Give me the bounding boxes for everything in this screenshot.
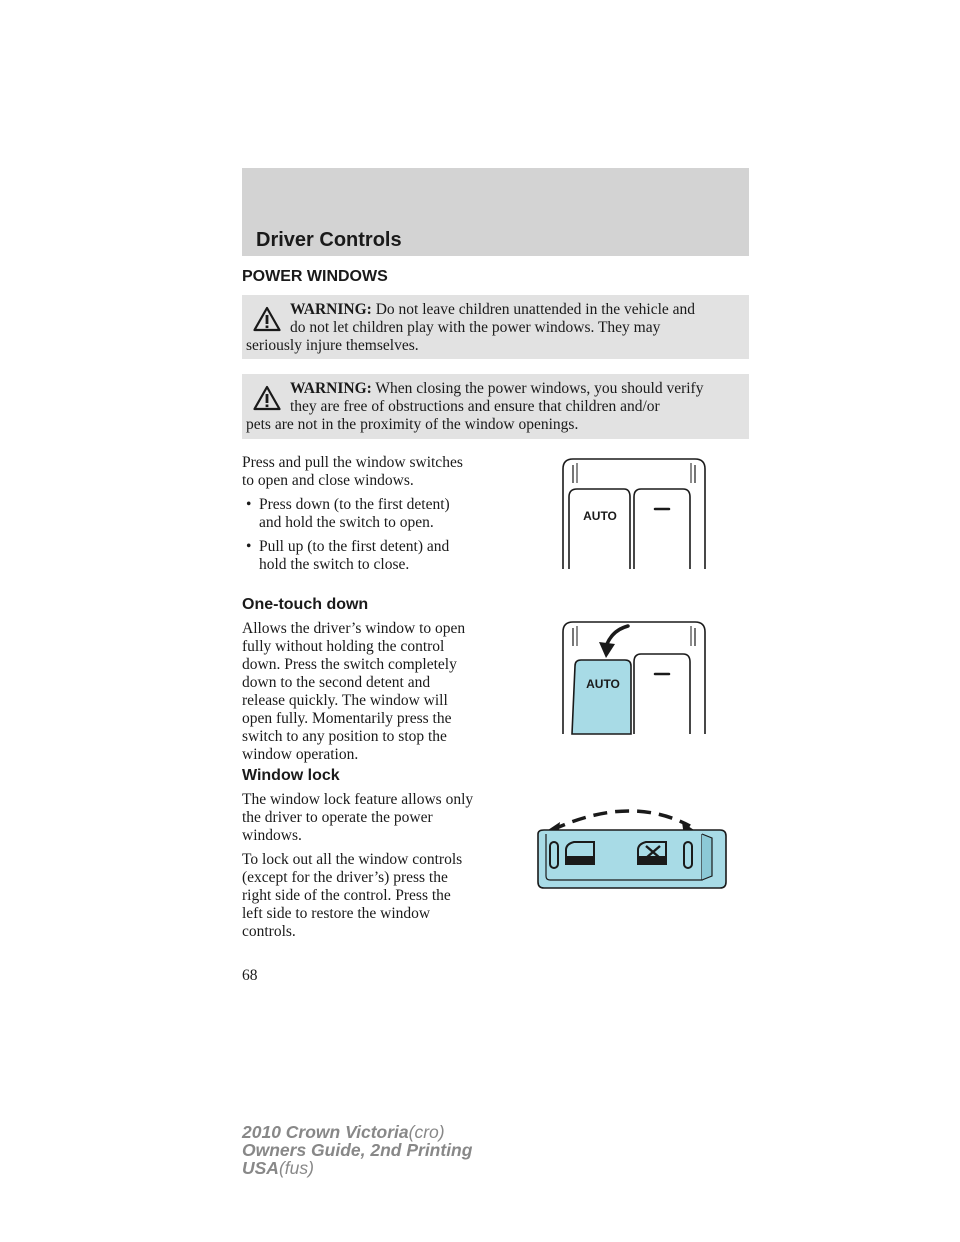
page-header-title: Driver Controls xyxy=(256,229,402,251)
body-line: The window lock feature allows only xyxy=(242,791,474,808)
body-line: (except for the driver’s) press the xyxy=(242,869,448,886)
bullet-dot: • xyxy=(246,538,252,555)
body-line: fully without holding the control xyxy=(242,638,445,655)
warning-triangle-icon xyxy=(253,306,281,332)
warning-text: seriously injure themselves. xyxy=(246,337,419,354)
warning-label: WARNING: xyxy=(290,380,372,397)
body-line: open fully. Momentarily press the xyxy=(242,710,452,727)
body-line: down. Press the switch completely xyxy=(242,656,457,673)
footer-guide: Owners Guide, 2nd Printing xyxy=(242,1140,473,1160)
body-line: the driver to operate the power xyxy=(242,809,433,826)
body-line: windows. xyxy=(242,827,302,844)
warning-text: pets are not in the proximity of the window openings. xyxy=(246,416,579,433)
warning-text: they are free of obstructions and ensure that children and/or xyxy=(290,398,660,415)
bullet-text: hold the switch to close. xyxy=(259,556,410,573)
window-switch-figure xyxy=(555,455,715,573)
warning-box-1 xyxy=(242,295,749,359)
warning-label: WARNING: xyxy=(290,301,372,318)
subsection-title: Window lock xyxy=(242,767,340,784)
body-line: Allows the driver’s window to open xyxy=(242,620,466,637)
footer-model: 2010 Crown Victoria xyxy=(242,1122,409,1142)
warning-text: do not let children play with the power windows. They may xyxy=(290,319,661,336)
bullet-dot: • xyxy=(246,496,252,513)
arrow-icon xyxy=(599,626,628,658)
intro-text: Press and pull the window switches xyxy=(242,454,463,471)
body-line: To lock out all the window controls xyxy=(242,851,463,868)
switch-label: AUTO xyxy=(586,677,620,691)
subsection-title: One-touch down xyxy=(242,596,369,613)
footer-market: USA xyxy=(242,1158,279,1178)
footer-model-code: (cro) xyxy=(408,1122,445,1142)
warning-box-2 xyxy=(242,374,749,439)
body-line: switch to any position to stop the xyxy=(242,728,447,745)
warning-text: When closing the power windows, you should verify xyxy=(375,380,704,397)
body-line: right side of the control. Press the xyxy=(242,887,451,904)
body-line: down to the second detent and xyxy=(242,674,431,691)
body-line: controls. xyxy=(242,923,296,940)
page-number: 68 xyxy=(242,967,258,984)
body-line: release quickly. The window will xyxy=(242,692,448,709)
intro-text: to open and close windows. xyxy=(242,472,414,489)
switch-label: AUTO xyxy=(583,509,617,523)
window-lock-figure xyxy=(534,800,730,892)
body-line: window operation. xyxy=(242,746,359,763)
body-line: left side to restore the window xyxy=(242,905,431,922)
footer-market-code: (fus) xyxy=(278,1158,314,1178)
bullet-text: and hold the switch to open. xyxy=(259,514,434,531)
warning-text: Do not leave children unattended in the vehicle and xyxy=(375,301,696,318)
one-touch-figure xyxy=(555,618,715,738)
section-title: POWER WINDOWS xyxy=(242,268,388,285)
bullet-text: Pull up (to the first detent) and xyxy=(259,538,450,555)
footer-line xyxy=(242,1159,314,1177)
footer-line xyxy=(242,1123,445,1141)
warning-triangle-icon xyxy=(253,385,281,411)
bullet-text: Press down (to the first detent) xyxy=(259,496,450,513)
